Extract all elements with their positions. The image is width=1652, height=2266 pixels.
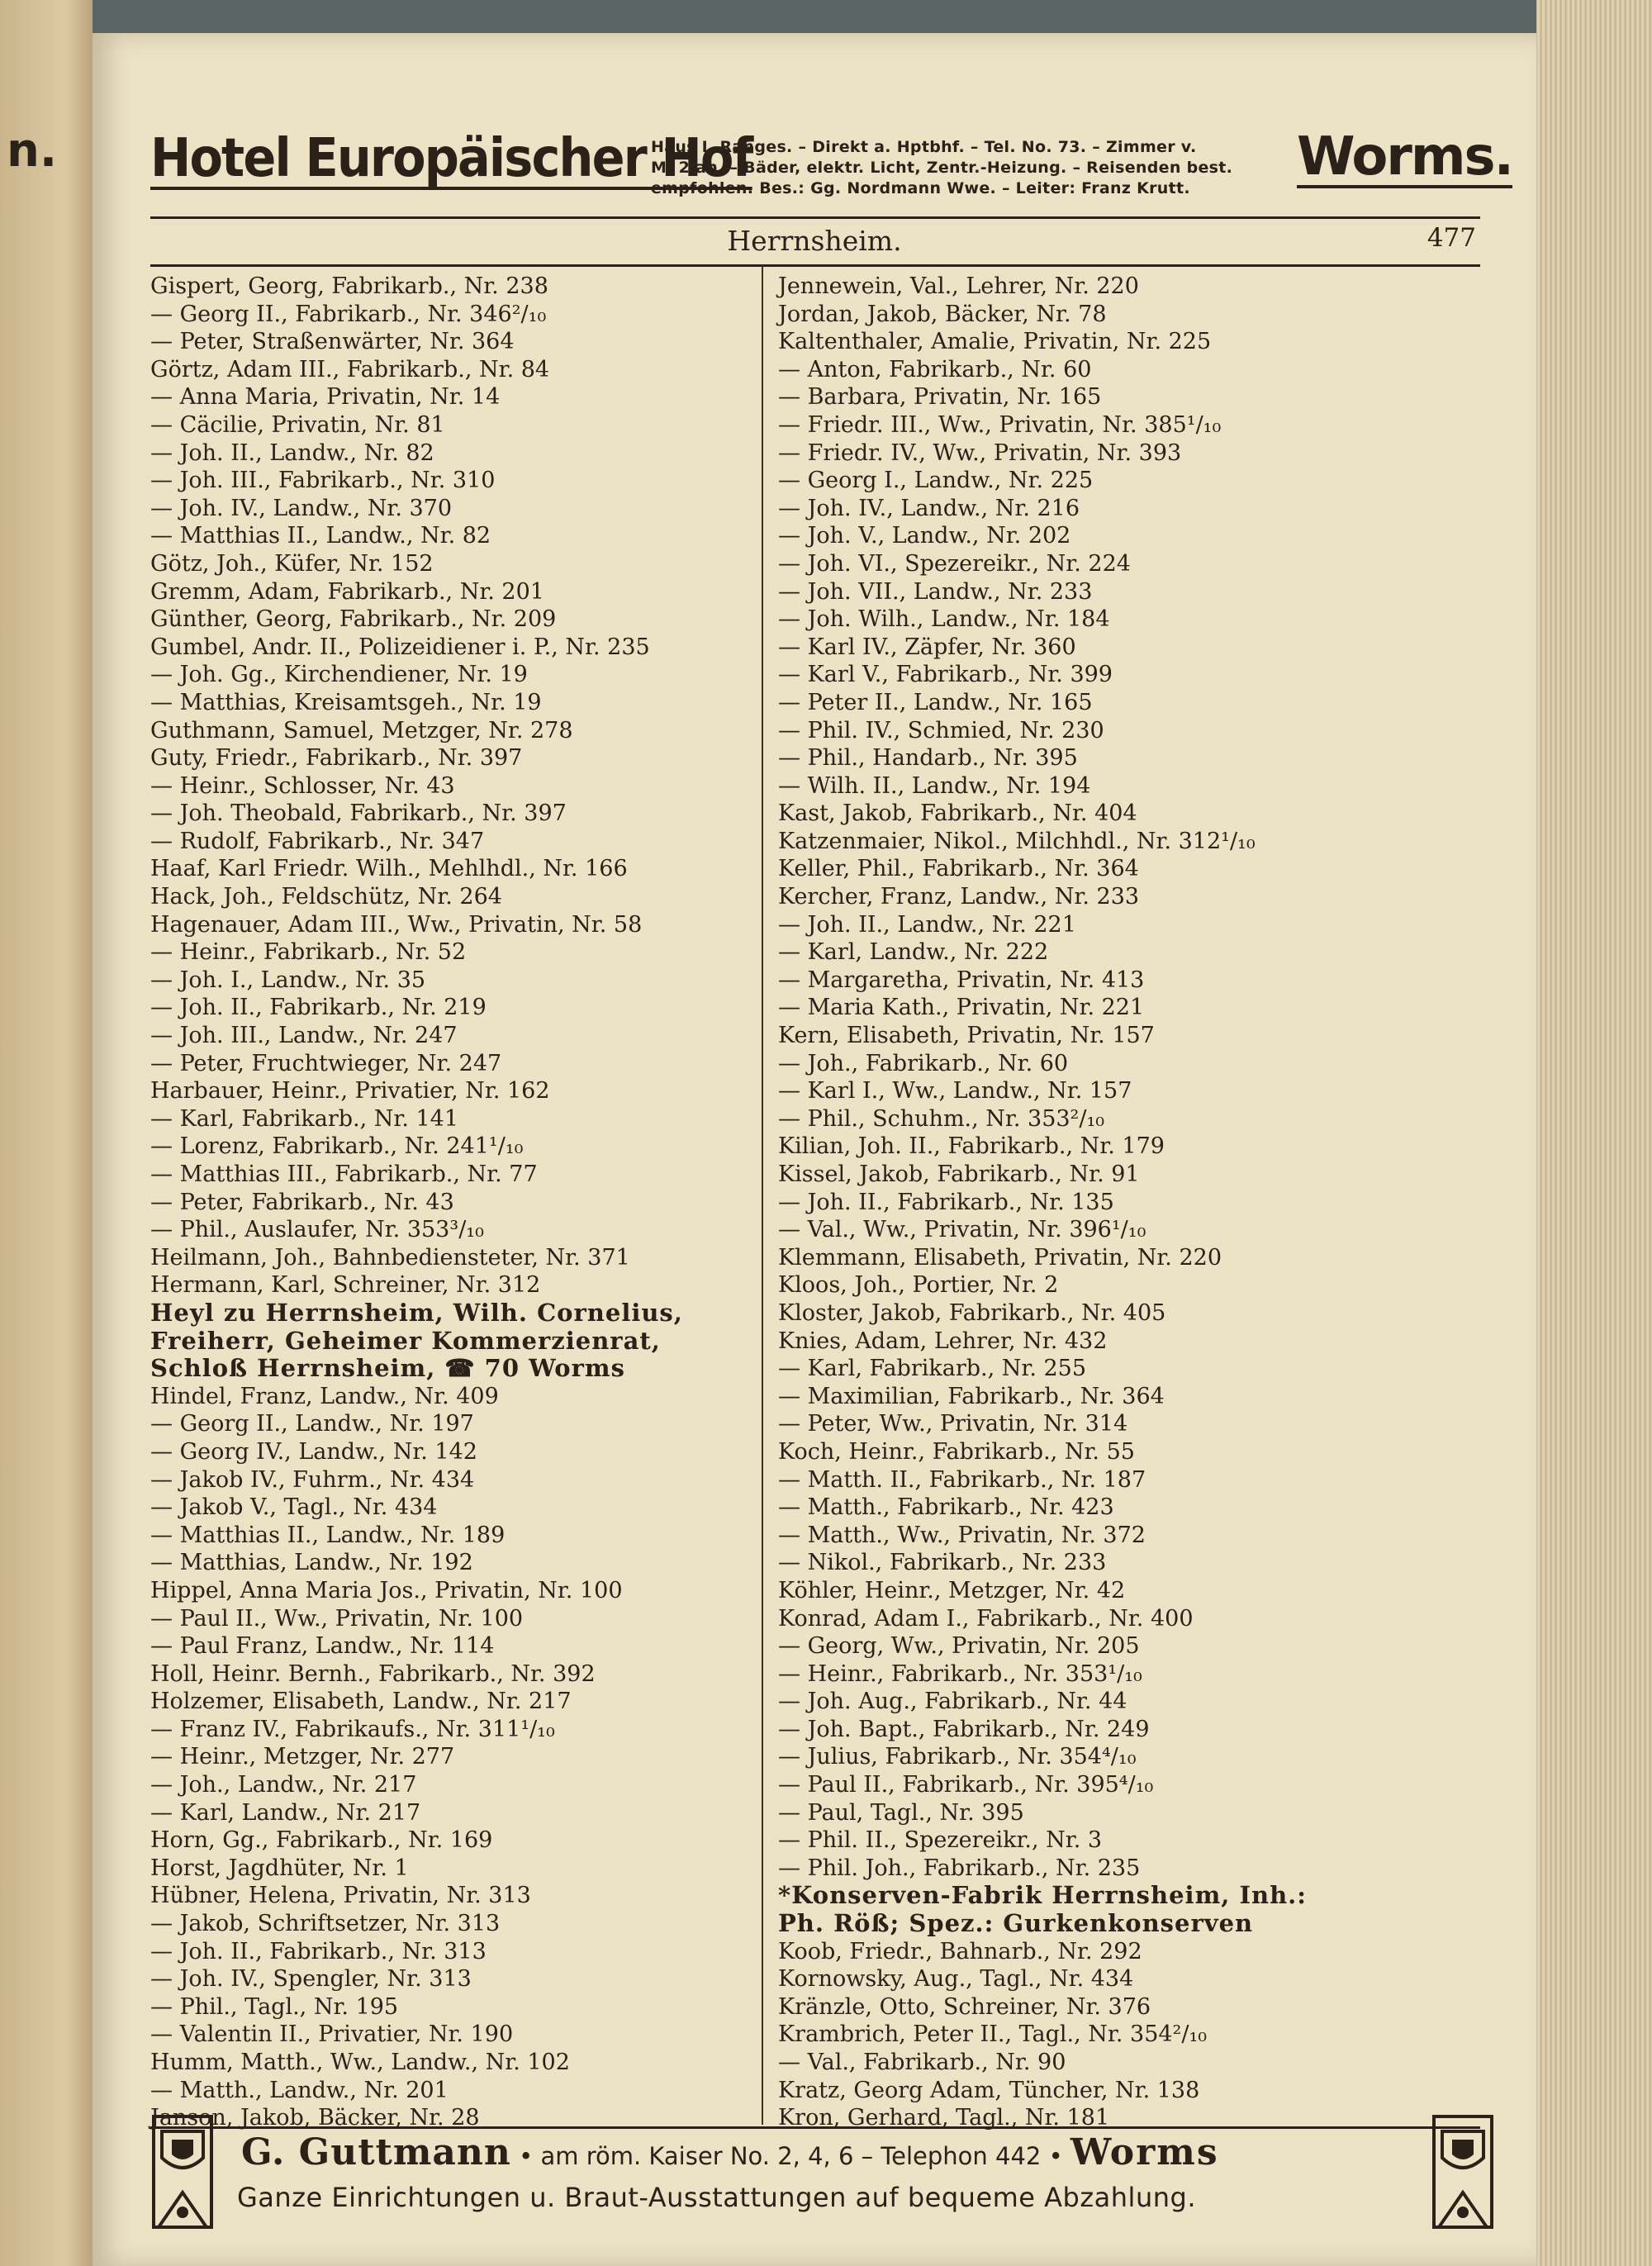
directory-entry: — Joh. III., Fabrikarb., Nr. 310 xyxy=(150,468,496,494)
directory-entry: — Jakob IV., Fuhrm., Nr. 434 xyxy=(150,1466,475,1493)
directory-entry: — Cäcilie, Privatin, Nr. 81 xyxy=(150,411,445,438)
directory-entry: Horn, Gg., Fabrikarb., Nr. 169 xyxy=(150,1827,493,1854)
directory-entry: Jordan, Jakob, Bäcker, Nr. 78 xyxy=(778,301,1107,327)
directory-entry: — Georg II., Landw., Nr. 197 xyxy=(150,1411,474,1437)
directory-entry: — Joh. I., Landw., Nr. 35 xyxy=(150,967,426,993)
directory-entry: Kränzle, Otto, Schreiner, Nr. 376 xyxy=(778,1993,1151,2020)
directory-entry: — Paul Franz, Landw., Nr. 114 xyxy=(150,1633,495,1660)
directory-entry: Köhler, Heinr., Metzger, Nr. 42 xyxy=(778,1577,1126,1603)
directory-entry: — Rudolf, Fabrikarb., Nr. 347 xyxy=(150,828,485,854)
left-column xyxy=(150,273,753,2132)
directory-entry: — Friedr. III., Ww., Privatin, Nr. 385¹/₁₀ xyxy=(778,411,1222,438)
hotel-advertisement xyxy=(150,99,1512,207)
directory-entry: — Joh. IV., Landw., Nr. 216 xyxy=(778,495,1080,521)
directory-entry: — Barbara, Privatin, Nr. 165 xyxy=(778,384,1102,411)
directory-entry: — Phil. Joh., Fabrikarb., Nr. 235 xyxy=(778,1855,1141,1881)
directory-entry: — Heinr., Fabrikarb., Nr. 52 xyxy=(150,939,467,966)
directory-entry: Keller, Phil., Fabrikarb., Nr. 364 xyxy=(778,856,1139,882)
directory-entry: — Joh. VI., Spezereikr., Nr. 224 xyxy=(778,550,1131,577)
directory-entry: Kloos, Joh., Portier, Nr. 2 xyxy=(778,1272,1059,1299)
directory-entry: — Maria Kath., Privatin, Nr. 221 xyxy=(778,995,1145,1021)
directory-entry: Jennewein, Val., Lehrer, Nr. 220 xyxy=(778,273,1139,299)
directory-entry: Kern, Elisabeth, Privatin, Nr. 157 xyxy=(778,1023,1155,1049)
hotel-city: Worms. xyxy=(1297,126,1512,188)
directory-entry: — Joh. V., Landw., Nr. 202 xyxy=(778,523,1071,549)
directory-entry: Görtz, Adam III., Fabrikarb., Nr. 84 xyxy=(150,356,550,382)
directory-entry: Hack, Joh., Feldschütz, Nr. 264 xyxy=(150,884,502,910)
hotel-info xyxy=(651,137,1370,199)
directory-entry: — Matthias, Kreisamtsgeh., Nr. 19 xyxy=(150,689,542,715)
directory-entry: Schloß Herrnsheim, ☎ 70 Worms xyxy=(150,1354,625,1383)
directory-entry: Konrad, Adam I., Fabrikarb., Nr. 400 xyxy=(778,1605,1194,1632)
directory-entry: — Paul II., Ww., Privatin, Nr. 100 xyxy=(150,1605,524,1632)
directory-entry: — Peter, Ww., Privatin, Nr. 314 xyxy=(778,1411,1128,1437)
directory-entry: Gremm, Adam, Fabrikarb., Nr. 201 xyxy=(150,578,544,605)
directory-entry: Kissel, Jakob, Fabrikarb., Nr. 91 xyxy=(778,1162,1140,1187)
directory-entry: Ph. Röß; Spez.: Gurkenkonserven xyxy=(778,1909,1254,1938)
directory-entry: — Joh. III., Landw., Nr. 247 xyxy=(150,1023,458,1049)
directory-entry: — Joh. II., Landw., Nr. 82 xyxy=(150,439,434,466)
directory-entry: — Phil. II., Spezereikr., Nr. 3 xyxy=(778,1827,1103,1854)
directory-entry: — Georg IV., Landw., Nr. 142 xyxy=(150,1438,477,1465)
directory-entry: — Joh. VII., Landw., Nr. 233 xyxy=(778,578,1093,605)
directory-entry: — Karl, Landw., Nr. 222 xyxy=(778,939,1049,966)
running-head: Herrnsheim. xyxy=(727,225,902,257)
directory-entry: Koch, Heinr., Fabrikarb., Nr. 55 xyxy=(778,1438,1135,1465)
directory-entry: Humm, Matth., Ww., Landw., Nr. 102 xyxy=(150,2050,570,2075)
header-divider xyxy=(150,216,1480,219)
shield-emblem-icon xyxy=(1431,2110,1495,2234)
directory-entry: Holzemer, Elisabeth, Landw., Nr. 217 xyxy=(150,1689,572,1715)
directory-entry: — Anton, Fabrikarb., Nr. 60 xyxy=(778,356,1092,382)
footer-firm: G. Guttmann xyxy=(241,2131,511,2173)
directory-entry: Heyl zu Herrnsheim, Wilh. Cornelius, xyxy=(150,1298,683,1327)
directory-entry: Kast, Jakob, Fabrikarb., Nr. 404 xyxy=(778,800,1137,827)
column-divider xyxy=(762,266,763,2125)
directory-entry: Koob, Friedr., Bahnarb., Nr. 292 xyxy=(778,1938,1142,1964)
directory-entry: Hagenauer, Adam III., Ww., Privatin, Nr. 58 xyxy=(150,911,643,938)
directory-entry: Kloster, Jakob, Fabrikarb., Nr. 405 xyxy=(778,1299,1166,1326)
page-number: 477 xyxy=(1427,223,1476,253)
footer-slogan: Ganze Einrichtungen u. Braut-Ausstattungen auf bequeme Abzahlung. xyxy=(237,2182,1196,2213)
directory-entry: — Peter, Fruchtwieger, Nr. 247 xyxy=(150,1050,502,1076)
directory-entry: Harbauer, Heinr., Privatier, Nr. 162 xyxy=(150,1078,550,1104)
directory-entry: Guty, Friedr., Fabrikarb., Nr. 397 xyxy=(150,745,523,772)
directory-entry: — Karl, Fabrikarb., Nr. 255 xyxy=(778,1356,1087,1382)
directory-entry: — Joh., Landw., Nr. 217 xyxy=(150,1772,417,1798)
directory-entry: Kaltenthaler, Amalie, Privatin, Nr. 225 xyxy=(778,329,1212,355)
directory-entry: — Heinr., Fabrikarb., Nr. 353¹/₁₀ xyxy=(778,1660,1142,1687)
directory-entry: — Matth., Fabrikarb., Nr. 423 xyxy=(778,1494,1114,1521)
directory-entry: — Peter II., Landw., Nr. 165 xyxy=(778,689,1093,715)
directory-entry: — Paul II., Fabrikarb., Nr. 395⁴/₁₀ xyxy=(778,1772,1154,1798)
directory-entry: — Georg II., Fabrikarb., Nr. 346²/₁₀ xyxy=(150,301,547,327)
directory-entry: — Joh. Aug., Fabrikarb., Nr. 44 xyxy=(778,1689,1127,1715)
directory-entry: — Karl V., Fabrikarb., Nr. 399 xyxy=(778,662,1113,688)
directory-entry: — Matthias, Landw., Nr. 192 xyxy=(150,1550,473,1576)
directory-entry: Hippel, Anna Maria Jos., Privatin, Nr. 100 xyxy=(150,1577,623,1603)
directory-entry: Horst, Jagdhüter, Nr. 1 xyxy=(150,1855,409,1881)
directory-entry: Gispert, Georg, Fabrikarb., Nr. 238 xyxy=(150,273,548,299)
directory-entry: — Franz IV., Fabrikaufs., Nr. 311¹/₁₀ xyxy=(150,1716,555,1742)
directory-entry: — Val., Fabrikarb., Nr. 90 xyxy=(778,2050,1066,2075)
directory-entry: Knies, Adam, Lehrer, Nr. 432 xyxy=(778,1328,1108,1354)
directory-entry: Kron, Gerhard, Tagl., Nr. 181 xyxy=(778,2105,1110,2131)
directory-entry: — Jakob V., Tagl., Nr. 434 xyxy=(150,1494,438,1521)
directory-entry: Heilmann, Joh., Bahnbediensteter, Nr. 371 xyxy=(150,1244,630,1271)
directory-entry: — Joh. IV., Landw., Nr. 370 xyxy=(150,495,453,521)
directory-entry: — Georg I., Landw., Nr. 225 xyxy=(778,468,1094,494)
directory-entry: Kratz, Georg Adam, Tüncher, Nr. 138 xyxy=(778,2077,1200,2103)
directory-entry: — Lorenz, Fabrikarb., Nr. 241¹/₁₀ xyxy=(150,1133,524,1160)
hotel-info-line: M. 2 an. – Bäder, elektr. Licht, Zentr.-Heizung. – Reisenden best. xyxy=(651,159,1233,177)
directory-entry: *Konserven-Fabrik Herrnsheim, Inh.: xyxy=(778,1881,1307,1910)
directory-entry: — Matthias II., Landw., Nr. 82 xyxy=(150,523,491,549)
footer-ad-line xyxy=(241,2131,1381,2178)
directory-entry: — Julius, Fabrikarb., Nr. 354⁴/₁₀ xyxy=(778,1744,1137,1770)
directory-entry: — Joh. Wilh., Landw., Nr. 184 xyxy=(778,606,1110,633)
directory-entry: — Karl, Fabrikarb., Nr. 141 xyxy=(150,1105,459,1132)
directory-entry: — Phil., Schuhm., Nr. 353²/₁₀ xyxy=(778,1105,1105,1132)
directory-entry: — Karl, Landw., Nr. 217 xyxy=(150,1799,421,1826)
directory-entry: Klemmann, Elisabeth, Privatin, Nr. 220 xyxy=(778,1244,1222,1271)
footer-address: • am röm. Kaiser No. 2, 4, 6 – Telephon 442 • xyxy=(519,2142,1063,2170)
directory-entry: — Joh. IV., Spengler, Nr. 313 xyxy=(150,1966,472,1993)
directory-entry: Freiherr, Geheimer Kommerzienrat, xyxy=(150,1326,661,1355)
directory-entry: Hindel, Franz, Landw., Nr. 409 xyxy=(150,1383,499,1409)
directory-entry: — Phil., Auslaufer, Nr. 353³/₁₀ xyxy=(150,1217,484,1243)
directory-entry: — Joh. II., Fabrikarb., Nr. 135 xyxy=(778,1189,1114,1215)
directory-entry: — Matthias III., Fabrikarb., Nr. 77 xyxy=(150,1162,538,1187)
directory-entry: — Joh., Fabrikarb., Nr. 60 xyxy=(778,1050,1069,1076)
directory-entry: Günther, Georg, Fabrikarb., Nr. 209 xyxy=(150,606,557,633)
directory-entry: — Joh. II., Fabrikarb., Nr. 313 xyxy=(150,1938,487,1964)
directory-entry: Kilian, Joh. II., Fabrikarb., Nr. 179 xyxy=(778,1133,1165,1160)
directory-entry: — Anna Maria, Privatin, Nr. 14 xyxy=(150,384,501,411)
directory-entry: — Georg, Ww., Privatin, Nr. 205 xyxy=(778,1633,1140,1660)
directory-entry: Kercher, Franz, Landw., Nr. 233 xyxy=(778,884,1140,910)
directory-entry: — Paul, Tagl., Nr. 395 xyxy=(778,1799,1024,1826)
directory-entry: — Heinr., Metzger, Nr. 277 xyxy=(150,1744,455,1770)
directory-entry: — Val., Ww., Privatin, Nr. 396¹/₁₀ xyxy=(778,1217,1146,1243)
directory-entry: — Valentin II., Privatier, Nr. 190 xyxy=(150,2021,514,2048)
directory-entry: — Matthias II., Landw., Nr. 189 xyxy=(150,1522,506,1548)
directory-entry: — Heinr., Schlosser, Nr. 43 xyxy=(150,772,455,799)
directory-entry: — Jakob, Schriftsetzer, Nr. 313 xyxy=(150,1911,501,1937)
directory-entry: Janson, Jakob, Bäcker, Nr. 28 xyxy=(150,2105,480,2131)
directory-entry: Haaf, Karl Friedr. Wilh., Mehlhdl., Nr. 166 xyxy=(150,856,628,882)
directory-entry: — Phil., Handarb., Nr. 395 xyxy=(778,745,1078,772)
hotel-info-line: Haus I. Ranges. – Direkt a. Hptbhf. – Tel. No. 73. – Zimmer v. xyxy=(651,138,1197,156)
directory-entry: — Maximilian, Fabrikarb., Nr. 364 xyxy=(778,1383,1165,1409)
head-rule xyxy=(150,264,1480,267)
page-edges-right xyxy=(1536,0,1652,2266)
directory-entry: — Wilh. II., Landw., Nr. 194 xyxy=(778,772,1091,799)
directory-entry: — Karl I., Ww., Landw., Nr. 157 xyxy=(778,1078,1132,1104)
directory-entry: Kornowsky, Aug., Tagl., Nr. 434 xyxy=(778,1966,1134,1993)
directory-entry: — Joh. Gg., Kirchendiener, Nr. 19 xyxy=(150,662,528,688)
directory-entry: — Karl IV., Zäpfer, Nr. 360 xyxy=(778,634,1076,660)
directory-entry: — Friedr. IV., Ww., Privatin, Nr. 393 xyxy=(778,439,1182,466)
directory-entry: — Phil. IV., Schmied, Nr. 230 xyxy=(778,717,1104,743)
shield-emblem-icon xyxy=(150,2110,215,2234)
directory-page xyxy=(93,33,1536,2266)
directory-entry: Gumbel, Andr. II., Polizeidiener i. P., Nr. 235 xyxy=(150,634,650,660)
directory-entry: Guthmann, Samuel, Metzger, Nr. 278 xyxy=(150,717,573,743)
hotel-info-line: empfohlen. Bes.: Gg. Nordmann Wwe. – Leiter: Franz Krutt. xyxy=(651,179,1190,197)
directory-entry: — Margaretha, Privatin, Nr. 413 xyxy=(778,967,1145,993)
directory-entry: Hübner, Helena, Privatin, Nr. 313 xyxy=(150,1883,531,1909)
directory-entry: Holl, Heinr. Bernh., Fabrikarb., Nr. 392 xyxy=(150,1660,596,1687)
directory-entry: — Matth., Ww., Privatin, Nr. 372 xyxy=(778,1522,1146,1548)
directory-entry: — Joh. II., Landw., Nr. 221 xyxy=(778,911,1076,938)
footer-city: Worms xyxy=(1070,2131,1219,2173)
directory-entry: — Joh. II., Fabrikarb., Nr. 219 xyxy=(150,995,487,1021)
hotel-name: Hotel Europäischer Hof xyxy=(150,128,752,189)
directory-entry: — Phil., Tagl., Nr. 195 xyxy=(150,1993,399,2020)
book-spine-left xyxy=(0,0,93,2266)
margin-fragment: n. xyxy=(7,124,58,178)
directory-entry: — Peter, Straßenwärter, Nr. 364 xyxy=(150,329,515,355)
directory-entry: — Matth. II., Fabrikarb., Nr. 187 xyxy=(778,1466,1146,1493)
directory-entry: Katzenmaier, Nikol., Milchhdl., Nr. 312¹/₁₀ xyxy=(778,828,1256,854)
directory-entry: — Peter, Fabrikarb., Nr. 43 xyxy=(150,1189,454,1215)
directory-entry: — Joh. Bapt., Fabrikarb., Nr. 249 xyxy=(778,1716,1150,1742)
directory-entry: Hermann, Karl, Schreiner, Nr. 312 xyxy=(150,1272,541,1299)
directory-entry: — Matth., Landw., Nr. 201 xyxy=(150,2077,449,2103)
directory-entry: Krambrich, Peter II., Tagl., Nr. 354²/₁₀ xyxy=(778,2021,1208,2048)
directory-entry: — Joh. Theobald, Fabrikarb., Nr. 397 xyxy=(150,800,567,827)
directory-entry: — Nikol., Fabrikarb., Nr. 233 xyxy=(778,1550,1107,1576)
right-column xyxy=(778,273,1455,2132)
footer-divider xyxy=(150,2126,1480,2129)
directory-entry: Götz, Joh., Küfer, Nr. 152 xyxy=(150,550,434,577)
